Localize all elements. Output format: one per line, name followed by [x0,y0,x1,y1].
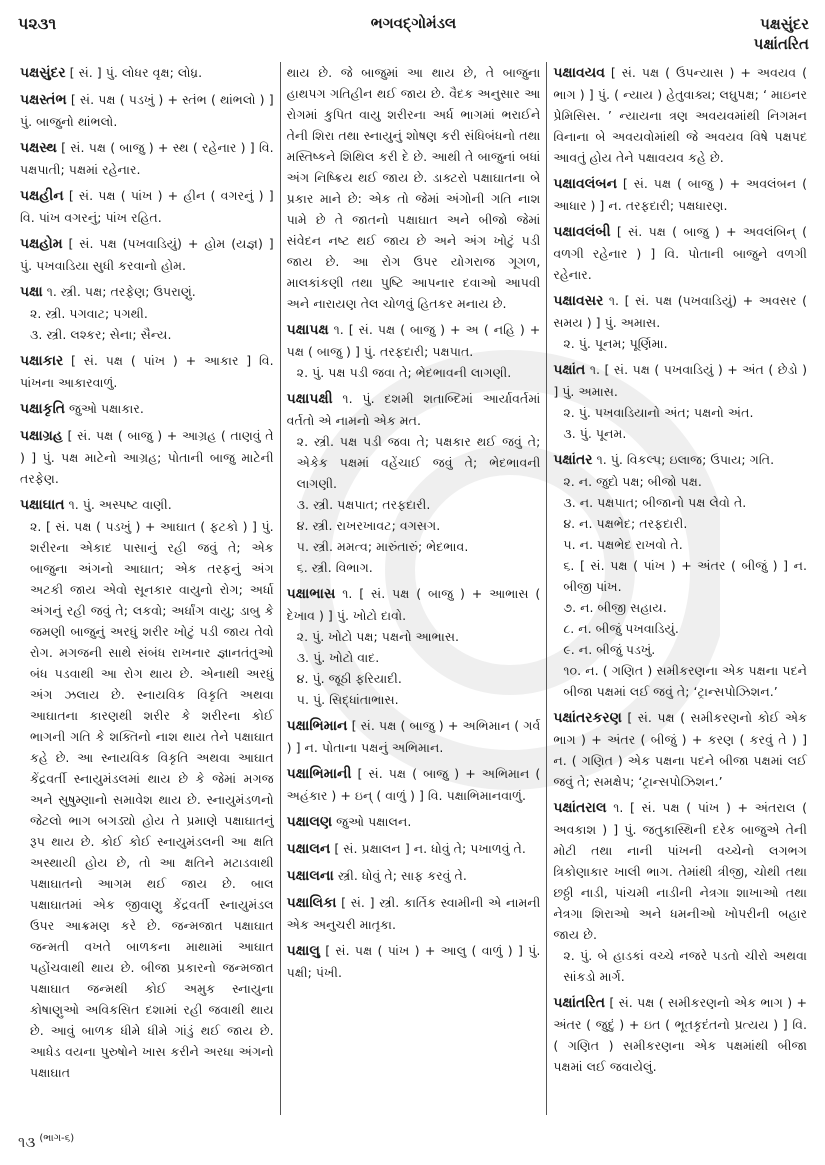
dictionary-entry [553,62,807,168]
dictionary-entry [287,892,541,935]
column-3 [546,62,813,1115]
entry-sense: ૫. સ્ત્રી. મમત્વ; મારુંતારું; ભેદભાવ. [296,539,469,554]
entry-sense: ૪. સ્ત્રી. રાખરખાવટ; વગસગ. [296,518,441,533]
entry-definition: ૧. [ સં. પક્ષ ( બાજુ ) + અ ( નહિ ) + પક્ષ ( બાજુ ) ] પું. તરફદારી; પક્ષપાત. [286,322,541,359]
entry-sense: ૨. સ્ત્રી. પગવાટ; પગથી. [30,306,148,321]
entry-sense: ૨. [ સં. પક્ષ ( પડખું ) + આઘાત ( ફટકો ) ] પું. શરીરના એકાદ પાસાનું રહી જવું તે; એક બાજુના અંગનો આઘાત; એક તરફનું અંગ અટકી જાય એવો સૂનકાર વાયુનો રોગ; અર્ધા અંગનું રહી જવું તે; લકવો; અર્ધાંગ વાયુ; ડાબુ કે જમણી બાજુનું અરધું શરીર ખોટું પડી જાય તેવો રોગ. મગજની સાથે સંબંધ રાખનાર જ્ઞાનતંતુઓ બંધ પડવાથી આ રોગ થાય છે. એનાથી અરધું અંગ ઝલાય છે. સ્નાયવિક વિકૃતિ અથવા આઘાતના કારણથી શરીર કે શરીરના કોઈ ભાગની ગતિ કે શક્તિનો નાશ થાય તેને પક્ષાઘાત કહે છે. આ સ્નાયવિક વિકૃતિ અથવા આઘાત કેંદ્રવર્તી સ્નાયુમંડલમાં થાય છે કે જેમાં મગજ અને સુષુમ્ણાનો સમાવેશ થાય છે. સ્નાયુમંડળનો જેટલો ભાગ બગડ્યો હોય તે પ્રમાણે પક્ષાઘાતનું રૂપ થાય છે. કોઈ કોઈ સ્નાયુમંડલની આ ક્ષતિ અસ્થાયી હોય છે, તો આ ક્ષતિને મટાડવાથી પક્ષાઘાતનો આગમ થઈ જાય છે. બાલ પક્ષાઘાતમાં એક જીવાણુ કેંદ્રવર્તી સ્નાયુમંડલ ઉપર આક્રમણ કરે છે. જન્મજાત પક્ષાઘાત જન્મતી વખતે બાળકના માથામાં આઘાત પહોંચવાથી થાય છે. બીજા પ્રકારનો જન્મજાત પક્ષાઘાત જન્મથી કોઈ અમુક સ્નાયુના કોષાણુઓ અવિકસિત દશામાં રહી જવાથી થાય છે. આવું બાળક ધીમે ધીમે ગાંડું થઈ જાય છે. આધેડ વયના પુરુષોને ખાસ કરીને અરધા અંગનો પક્ષાઘાત [30,519,274,1080]
dictionary-entry [287,715,541,758]
entry-headword: પક્ષાવલંબી [553,224,611,240]
entry-sense: ૨. પું. પક્ષ પડી જવા તે; ભેદભાવની લાગણી. [296,365,512,380]
entry-definition: [ સં. પક્ષ ( બાજુ ) + આગ્રહ ( તાણવું તે ) ] પું. પક્ષ માટેનો આગ્રહ; પોતાની બાજુ માટેની તરફેણ. [20,428,274,486]
entry-definition: જુઓ પક્ષાકાર. [69,401,144,416]
entry-sense: ૭. ન. બીજી સહાય. [563,600,667,615]
dictionary-entry [553,797,807,987]
entry-headword: પક્ષાલણ [286,814,333,830]
entry-headword: પક્ષાભાસ [286,586,336,602]
dictionary-entry [20,185,274,228]
entry-definition: [ સં. પક્ષ ( બાજુ ) + અભિમાન ( ગર્વ ) ] ન. પોતાના પક્ષનું અભિમાન. [286,718,541,755]
entry-definition: [ સં. પક્ષ ( ઉપન્યાસ ) + અવયવ ( ભાગ ) ] પું. ( ન્યાય ) હેતુવાક્ય; લઘુપક્ષ; ‘ માઇનર પ્રેમિસિસ. ’ ન્યાયના ત્રણ અવયવમાંથી નિગમન વિનાના બે અવયવોમાંથી જે અવયવ વિષે પક્ષપદ આવતું હોય તેને પક્ષાવયવ કહે છે. [553,65,808,165]
dictionary-entry [553,290,807,354]
entry-headword: પક્ષાલુ [286,943,320,959]
entry-headword: પક્ષાભિમાન [286,718,348,734]
entry-sense: ૨. સ્ત્રી. પક્ષ પડી જવા તે; પક્ષકાર થઈ જવું તે; એકેક પક્ષમાં વહેંચાઈ જવું તે; ભેદભાવની લાગણી. [296,434,541,491]
entry-definition: [ સં. ] સ્ત્રી. કાર્તિક સ્વામીની એ નામની એક અનુચરી માતૃકા. [286,895,541,932]
dictionary-entry [287,940,541,983]
entry-sense: ૮. ન. બીજું પખવાડિયું. [563,621,679,636]
entry-headword: પક્ષાંત [553,362,586,378]
entry-headword: પક્ષાંતર [553,452,593,468]
dictionary-entry [20,425,274,489]
entry-definition: [ સં. પક્ષ ( પડખું ) + સ્તંભ ( થાંભલો ) ] પું. બાજુનો થાંભલો. [20,92,274,129]
entry-sense: ૬. સ્ત્રી. વિભાગ. [296,560,373,575]
entry-headword: પક્ષાભિમાની [286,766,352,782]
signature-mark: ૧૩ [18,1133,36,1151]
page-footer [18,1133,74,1151]
entry-definition: [ સં. ] પું. લોધર વૃક્ષ; લોધ્ર. [69,65,203,80]
entry-sense: ૨. ન. જુદો પક્ષ; બીજો પક્ષ. [563,474,702,489]
entry-sense: ૩. સ્ત્રી. લશ્કર; સેના; સૈન્ય. [30,327,172,342]
entry-headword: પક્ષાપક્ષ [286,322,329,338]
entry-headword: પક્ષાંતરિત [553,995,605,1011]
entry-headword: પક્ષાંતરાલ [553,800,607,816]
entry-definition: [ સં. પક્ષ (પખવાડિયું) + હોમ (યજ્ઞ) ] પું. પખવાડિયા સુધી કરવાનો હોમ. [20,236,274,273]
dictionary-entry [553,992,807,1077]
dictionary-entry [553,707,807,792]
entry-definition: [ સં. પક્ષ ( બાજુ ) + અભિમાન ( અહંકાર ) + ઇન્ ( વાળું ) ] વિ. પક્ષાભિમાનવાળું. [286,766,541,803]
entry-definition: જુઓ પક્ષાલન. [336,814,412,829]
entry-definition: ૧. [ સં. પક્ષ ( પાંખ ) + અંતરાલ ( અવકાશ ) ] પું. જતુકાસ્થિની દરેક બાજુએ તેની મોટી તથા નાની પાંખની વચ્ચેનો લગભગ ત્રિકોણાકાર ખાલી ભાગ. તેમાંથી ત્રીજી, ચોથી તથા છઠ્ઠી નાડી, પાંચમી નાડીની નેત્રગા શાખાઓ તથા નેત્રગા શિરાઓ અને ધમનીઓ ખોપરીની બહાર જાય છે. [553,800,808,942]
dictionary-entry [553,221,807,285]
entry-definition: [ સં. પક્ષ ( બાજુ ) + સ્થ ( રહેનાર ) ] વિ. પક્ષપાતી; પક્ષમાં રહેનાર. [20,140,274,177]
entry-sense: ૫. ન. પક્ષભેદ રાખવો તે. [563,537,683,552]
entry-headword: પક્ષાકાર [20,353,64,369]
entry-definition: ૧. [ સં. પક્ષ ( પખવાડિયું ) + અંત ( છેડો ) ] પું. અમાસ. [553,362,807,399]
entry-definition: ૧. પું. દશમી શતાબ્દિમાં આર્યાવર્તમાં વર્તતો એ નામનો એક મત. [286,391,541,428]
entry-headword: પક્ષસુંદર [20,65,66,81]
entry-sense: ૨. પું. પખવાડિયાનો અંત; પક્ષનો અંત. [563,405,754,420]
guide-word-first: પક્ષસુંદર [760,15,809,33]
entry-definition: [ સં. પક્ષ ( સમીકરણનો કોઈ એક ભાગ ) + અંતર ( બીજું ) + કરણ ( કરવું તે ) ] ન. ( ગણિત ) એક પક્ષના પદને બીજા પક્ષમાં લઈ જવું તે; સમક્ષેપ; ‘ટ્રાન્સપોઝિશન.’ [553,710,808,789]
entry-headword: પક્ષસ્થ [20,140,57,156]
entry-headword: પક્ષાકૃતિ [20,401,66,417]
running-title: ભગવદ્ગોમંડલ [370,14,457,32]
entry-definition: થાય છે. જે બાજુમાં આ થાય છે, તે બાજુના હાથપગ ગતિહીન થઈ જાય છે. વૈદક અનુસાર આ રોગમાં કુપિત વાયુ શરીરના અર્ધ ભાગમાં ભરાઈને તેની શિરા તથા સ્નાયુનું શોષણ કરી સંધિબંધનો તથા મસ્તિષ્કને શિથિલ કરી દે છે. આથી તે બાજુનાં બધાં અંગ નિષ્ક્રિય થઈ જાય છે. ડાક્ટરો પક્ષાઘાતના બે પ્રકાર માને છે: એક તો જેમાં અંગોની ગતિ નાશ પામે છે તે જાતનો પક્ષાઘાત અને બીજો જેમાં સંવેદન નષ્ટ થઈ જાય છે અને અંગ ખોટું પડી જાય છે. આ રોગ ઉપર યોગરાજ ગૂગળ, માલકાંકણી તથા પુષ્ટિ આપનાર દવાઓ આપવી અને નારાયણ તેલ ચોળવું હિતકર મનાય છે. [286,65,541,311]
entry-definition: ૧. [ સં. પક્ષ (પખવાડિયું) + અવસર ( સમય ) ] પું. અમાસ. [553,293,808,330]
guide-words [754,14,809,54]
entry-definition: [ સં. પક્ષ ( પાંખ ) + આકાર ] વિ. પાંખના આકારવાળું. [20,353,274,390]
entry-sense: ૨. પું. બે હાડકાં વચ્ચે નજરે પડતો ચીરો અથવા સાંકડો માર્ગ. [563,948,808,984]
entry-sense: ૪. ન. પક્ષભેદ; તરફદારી. [563,516,688,531]
entry-headword: પક્ષાલન [286,841,331,857]
entry-sense: ૧૦. ન. ( ગણિત ) સમીકરણના એક પક્ષના પદને બીજા પક્ષમાં લઈ જવું તે; ‘ટ્રાન્સપોઝિશન.’ [563,663,808,699]
page-number: પ૨૩૧ [18,14,57,33]
entry-definition: [ સં. પક્ષ ( પાંખ ) + આલુ ( વાળું ) ] પું. પક્ષી; પંખી. [286,943,541,980]
entry-headword: પક્ષાલિકા [286,895,337,911]
entry-definition: [ સં. પક્ષ ( બાજુ ) + અવલંબન ( આધાર ) ] ન. તરફદારી; પક્ષધારણ. [553,176,808,213]
column-2 [280,62,547,1115]
entry-sense: ૬. [ સં. પક્ષ ( પાંખ ) + અંતર ( બીજું ) ] ન. બીજી પાંખ. [563,558,808,594]
dictionary-entry [287,62,541,314]
entry-definition: [ સં. પક્ષ ( પાંખ ) + હીન ( વગરનું ) ] વિ. પાંખ વગરનું; પાંખ રહિત. [20,188,274,225]
dictionary-entry [287,319,541,383]
entry-definition: [ સં. પક્ષ ( સમીકરણનો એક ભાગ ) + અંતર ( જુદું ) + ઇત ( ભૂતકૃદંતનો પ્રત્યય ) ] વિ. ( ગણિત ) સમીકરણના એક પક્ષમાંથી બીજા પક્ષમાં લઈ જવાયેલું. [553,995,808,1074]
dictionary-entry [20,233,274,276]
dictionary-entry [287,865,541,887]
entry-headword: પક્ષાપક્ષી [286,391,333,407]
entry-headword: પક્ષાવયવ [553,65,605,81]
dictionary-entry [553,359,807,444]
entry-definition: [ સં. પ્રક્ષાલન ] ન. ધોવું તે; પખાળવું તે. [334,841,526,856]
dictionary-entry [553,449,807,702]
entry-headword: પક્ષાઘાત [20,497,65,513]
dictionary-entry [553,173,807,216]
dictionary-entry [20,398,274,420]
volume-label: (ભાગ-૬) [39,1133,75,1144]
entry-definition: સ્ત્રી. ધોવું તે; સાફ કરવું તે. [337,868,467,883]
entry-sense: ૫. પું. સિદ્ધાંતાભાસ. [296,692,399,707]
entry-sense: ૩. સ્ત્રી. પક્ષપાત; તરફદારી. [296,497,431,512]
entry-sense: ૨. પું. પૂનમ; પૂર્ણિમા. [563,336,668,351]
entry-headword: પક્ષસ્તંભ [20,92,67,108]
dictionary-entry [20,137,274,180]
entry-headword: પક્ષાલના [286,868,334,884]
entry-headword: પક્ષહોમ [20,236,63,252]
entry-sense: ૪. પું. જૂઠી ફરિયાદી. [296,671,402,686]
entry-headword: પક્ષાગ્રહ [20,428,63,444]
entry-headword: પક્ષા [20,284,43,300]
dictionary-entry [20,494,274,1083]
dictionary-columns [14,62,813,1115]
entry-sense: ૩. પું. ખોટો વાદ. [296,650,380,665]
entry-sense: ૯. ન. બીજું પડખું. [563,642,656,657]
entry-headword: પક્ષાવલંબન [553,176,618,192]
entry-sense: ૨. પું. ખોટો પક્ષ; પક્ષનો આભાસ. [296,629,460,644]
dictionary-entry [287,838,541,860]
entry-definition: ૧. પું. વિકલ્પ; ઇલાજ; ઉપાય; ગતિ. [596,452,775,467]
entry-sense: ૩. ન. પક્ષપાત; બીજાનો પક્ષ લેવો તે. [563,495,747,510]
entry-definition: [ સં. પક્ષ ( બાજુ ) + અવલંબિન્ ( વળગી રહેનાર ) ] વિ. પોતાની બાજુને વળગી રહેનાર. [553,224,808,282]
dictionary-entry [287,811,541,833]
dictionary-entry [20,62,274,84]
page-header [18,14,809,64]
entry-definition: ૧. સ્ત્રી. પક્ષ; તરફેણ; ઉપરાણું. [46,284,196,299]
entry-headword: પક્ષાવસર [553,293,604,309]
entry-definition: ૧. [ સં. પક્ષ ( બાજુ ) + આભાસ ( દેખાવ ) ] પું. ખોટો દાવો. [286,586,541,623]
dictionary-entry [20,281,274,345]
dictionary-entry [20,89,274,132]
column-1 [14,62,280,1115]
dictionary-entry [287,388,541,578]
dictionary-entry [287,583,541,710]
entry-sense: ૩. પું. પૂનમ. [563,426,627,441]
entry-definition: ૧. પું. અસ્પષ્ટ વાણી. [68,497,172,512]
entry-headword: પક્ષાંતરકરણ [553,710,622,726]
dictionary-entry [287,763,541,806]
dictionary-entry [20,350,274,393]
guide-word-last: પક્ષાંતરિત [753,35,809,53]
entry-headword: પક્ષહીન [20,188,64,204]
